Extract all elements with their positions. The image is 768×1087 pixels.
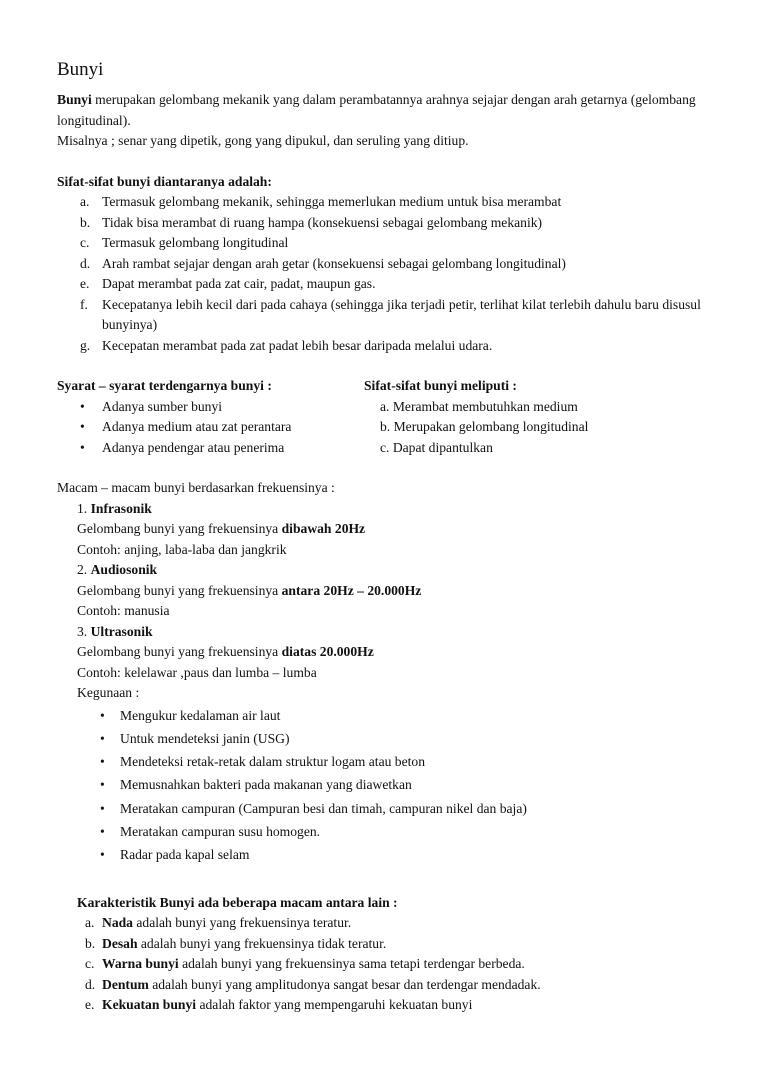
type-number: 3.	[77, 623, 91, 639]
list-item: • Meratakan campuran susu homogen.	[120, 820, 717, 843]
ultrasonic-title	[77, 622, 717, 643]
term-desc: adalah bunyi yang amplitudonya sangat besar dan terdengar mendadak.	[148, 976, 541, 992]
term: Nada	[102, 915, 133, 931]
list-item-text: Termasuk gelombang mekanik, sehingga memerlukan medium untuk bisa merambat	[102, 194, 562, 209]
list-item	[85, 995, 717, 1016]
term-desc: adalah bunyi yang frekuensinya teratur.	[132, 915, 352, 931]
intro-definition	[57, 90, 717, 131]
list-item: • Adanya sumber bunyi	[102, 397, 364, 418]
term: Desah	[102, 935, 138, 951]
list-item-text: Dapat merambat pada zat cair, padat, maupun gas.	[102, 276, 376, 291]
type-desc: Gelombang bunyi yang frekuensinya	[77, 521, 282, 536]
list-marker: a.	[85, 915, 95, 931]
list-item	[85, 954, 717, 975]
type-number: 1.	[77, 500, 91, 516]
list-item	[80, 233, 717, 254]
list-item: • Untuk mendeteksi janin (USG)	[120, 727, 717, 750]
list-marker: e.	[80, 276, 90, 291]
intro-example: Misalnya ; senar yang dipetik, gong yang dipukul, dan seruling yang ditiup.	[57, 133, 469, 148]
audiosonic-title	[77, 560, 717, 581]
list-item	[80, 213, 717, 234]
list-item-text: Kecepatanya lebih kecil dari pada cahaya (sehingga jika terjadi petir, terlihat kilat terlebih dahulu baru disusul bunyinya)	[102, 296, 701, 332]
list-item: • Mengukur kedalaman air laut	[120, 704, 717, 727]
list-item: • Mendeteksi retak-retak dalam struktur logam atau beton	[120, 750, 717, 773]
list-marker: b.	[80, 214, 91, 230]
list-item: • Memusnahkan bakteri pada makanan yang diawetkan	[120, 773, 717, 796]
list-marker: g.	[80, 337, 91, 353]
list-item	[80, 274, 717, 295]
list-item: • Radar pada kapal selam	[120, 843, 717, 866]
list-item-text: Tidak bisa merambat di ruang hampa (konsekuensi sebagai gelombang mekanik)	[102, 214, 543, 230]
list-item-text: Arah rambat sejajar dengan arah getar (konsekuensi sebagai gelombang longitudinal)	[102, 255, 566, 271]
ultrasonic-desc	[77, 642, 717, 663]
list-item: • Adanya medium atau zat perantara	[102, 417, 364, 438]
list-item	[85, 975, 717, 996]
list-item	[85, 934, 717, 955]
type-desc: Gelombang bunyi yang frekuensinya	[77, 582, 282, 598]
ultrasonic-example: Contoh: kelelawar ,paus dan lumba – lumba	[77, 664, 317, 680]
list-marker: d.	[80, 255, 91, 271]
list-item: b. Merupakan gelombang longitudinal	[380, 419, 589, 434]
types-section	[57, 499, 717, 704]
intro-definition-text: merupakan gelombang mekanik yang dalam perambatannya arahnya sejajar dengan arah getarnya (gelombang longitudinal).	[57, 92, 696, 128]
infrasonic-desc	[77, 519, 717, 540]
term: Warna bunyi	[102, 956, 179, 972]
list-marker: f.	[80, 296, 88, 312]
list-item-text: Termasuk gelombang longitudinal	[102, 235, 289, 250]
list-marker: d.	[85, 976, 96, 992]
requirements-heading: Syarat – syarat terdengarnya bunyi :	[57, 378, 272, 393]
intro-term: Bunyi	[57, 92, 92, 107]
type-range: diatas 20.000Hz	[281, 644, 374, 659]
list-marker: c.	[85, 956, 95, 972]
type-number: 2.	[77, 562, 91, 577]
list-item	[85, 913, 717, 934]
term-desc: adalah bunyi yang frekuensinya sama tetapi terdengar berbeda.	[178, 956, 525, 972]
type-range: antara 20Hz – 20.000Hz	[281, 582, 422, 598]
characteristics-list	[57, 913, 717, 1016]
term: Dentum	[102, 976, 149, 992]
list-item	[80, 192, 717, 213]
list-item	[80, 336, 717, 357]
audiosonic-desc	[77, 581, 717, 602]
list-item: • Meratakan campuran (Campuran besi dan timah, campuran nikel dan baja)	[120, 797, 717, 820]
page-title: Bunyi	[57, 59, 104, 80]
type-name: Ultrasonik	[90, 623, 153, 639]
list-item	[80, 254, 717, 275]
requirements-list	[57, 397, 364, 459]
type-name: Audiosonik	[90, 562, 158, 577]
type-range: dibawah 20Hz	[281, 521, 366, 536]
list-item: • Adanya pendengar atau penerima	[102, 438, 364, 459]
uses-list	[57, 704, 717, 867]
list-marker: b.	[85, 935, 96, 951]
uses-heading: Kegunaan :	[77, 685, 140, 700]
list-item-text: Kecepatan merambat pada zat padat lebih besar daripada melalui udara.	[102, 337, 493, 353]
term-desc: adalah bunyi yang frekuensinya tidak teratur.	[137, 935, 387, 951]
type-desc: Gelombang bunyi yang frekuensinya	[77, 644, 282, 659]
infrasonic-example: Contoh: anjing, laba-laba dan jangkrik	[77, 541, 287, 557]
properties-list	[57, 192, 717, 356]
requirements-column	[57, 376, 364, 458]
list-marker: a.	[80, 194, 90, 209]
document-page	[57, 58, 717, 1016]
audiosonic-example: Contoh: manusia	[77, 603, 170, 618]
infrasonic-title	[77, 499, 717, 520]
list-item	[80, 295, 717, 336]
two-column-section	[57, 376, 717, 458]
properties2-heading: Sifat-sifat bunyi meliputi :	[364, 378, 517, 393]
list-marker: c.	[80, 235, 90, 250]
term-desc: adalah faktor yang mempengaruhi kekuatan bunyi	[196, 997, 473, 1013]
list-item: a. Merambat membutuhkan medium	[380, 398, 578, 414]
properties2-column	[364, 376, 717, 458]
characteristics-heading: Karakteristik Bunyi ada beberapa macam antara lain :	[77, 894, 398, 910]
type-name: Infrasonik	[90, 500, 152, 516]
term: Kekuatan bunyi	[102, 997, 197, 1013]
properties-heading: Sifat-sifat bunyi diantaranya adalah:	[57, 173, 272, 189]
list-item: c. Dapat dipantulkan	[380, 439, 493, 455]
types-heading: Macam – macam bunyi berdasarkan frekuensinya :	[57, 480, 335, 495]
list-marker: e.	[85, 997, 95, 1013]
